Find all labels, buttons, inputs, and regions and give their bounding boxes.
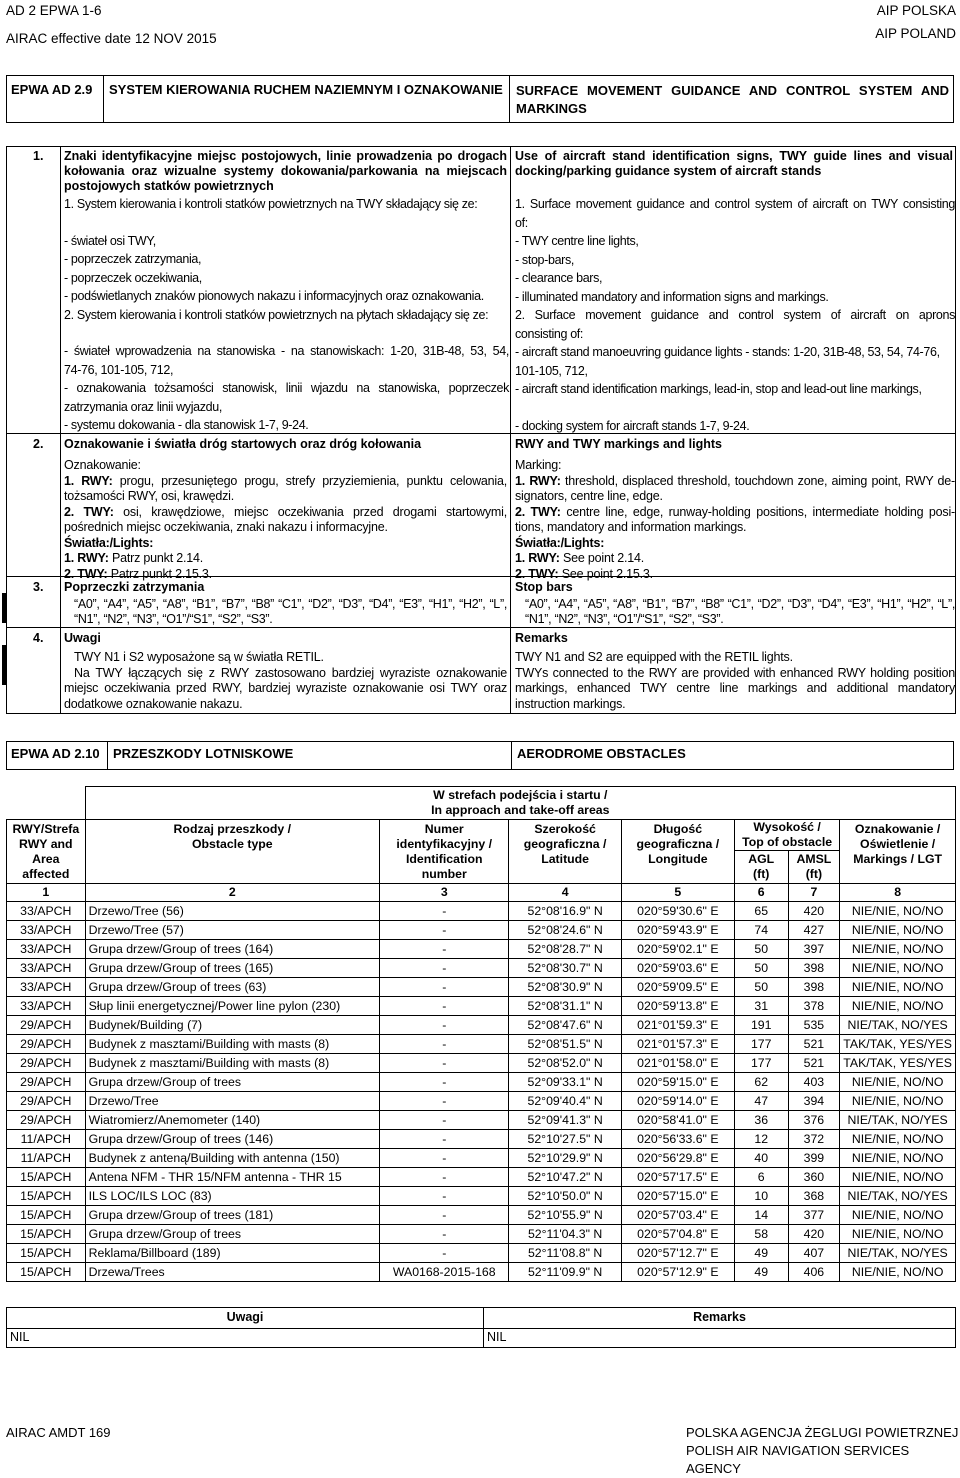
cell-agl: 14 bbox=[734, 1206, 788, 1225]
section-210-title-bar bbox=[6, 741, 954, 770]
cell-amsl: 377 bbox=[788, 1206, 840, 1225]
section-29-title-pl: SYSTEM KIEROWANIA RUCHEM NAZIEMNYM I OZNAKOWANIE bbox=[109, 82, 503, 97]
cell-agl: 49 bbox=[734, 1263, 788, 1282]
column-number: 2 bbox=[85, 884, 379, 902]
cell-obstacle-type: Drzewo/Tree (57) bbox=[85, 921, 379, 940]
cell-latitude: 52°09'41.3" N bbox=[509, 1111, 621, 1130]
cell-latitude: 52°10'50.0" N bbox=[509, 1187, 621, 1206]
item-3-number: 3. bbox=[33, 580, 44, 594]
cell-amsl: 376 bbox=[788, 1111, 840, 1130]
cell-id-number: - bbox=[380, 1130, 509, 1149]
page-ref: AD 2 EPWA 1-6 bbox=[6, 3, 102, 18]
cell-latitude: 52°10'47.2" N bbox=[509, 1168, 621, 1187]
airac-date: AIRAC effective date 12 NOV 2015 bbox=[6, 31, 217, 46]
item-2-text-en: Marking: 1. RWY: threshold, displaced threshold, touchdown zone, aiming point, RWY de- signators, centre line, edge. 2. TWY: centre line, edge, runway-holding positions, intermediate holding posi- tions, mandatory and information markings. Światła:/Lights: 1. RWY: See point 2.14. 2. TWY: See point 2.15.3. bbox=[515, 458, 956, 581]
cell-longitude: 020°59'03.6" E bbox=[621, 959, 734, 978]
cell-markings-lgt: NIE/NIE, NO/NO bbox=[840, 1130, 956, 1149]
cell-markings-lgt: NIE/NIE, NO/NO bbox=[840, 940, 956, 959]
cell-rwy-area: 11/APCH bbox=[7, 1130, 86, 1149]
cell-markings-lgt: NIE/NIE, NO/NO bbox=[840, 978, 956, 997]
cell-rwy-area: 29/APCH bbox=[7, 1092, 86, 1111]
item-3-list-en: “A0”, “A4”, “A5”, “A8”, “B1”, “B7”, “B8” “C1”, “D2”, “D3”, “D4”, “E3”, “H1”, “H2”, “L”, “N1”, “N2”, “N3”, “O1”/“S1”, “S2”, “S3”. bbox=[525, 597, 955, 626]
cell-markings-lgt: NIE/TAK, NO/YES bbox=[840, 1187, 956, 1206]
cell-rwy-area: 29/APCH bbox=[7, 1035, 86, 1054]
cell-agl: 65 bbox=[734, 902, 788, 921]
cell-amsl: 399 bbox=[788, 1149, 840, 1168]
cell-obstacle-type: Budynek z masztami/Building with masts (8) bbox=[85, 1035, 379, 1054]
cell-id-number: - bbox=[380, 902, 509, 921]
cell-latitude: 52°08'30.9" N bbox=[509, 978, 621, 997]
cell-markings-lgt: TAK/TAK, YES/YES bbox=[840, 1035, 956, 1054]
cell-latitude: 52°11'09.9" N bbox=[509, 1263, 621, 1282]
cell-longitude: 020°57'03.4" E bbox=[621, 1206, 734, 1225]
cell-latitude: 52°11'04.3" N bbox=[509, 1225, 621, 1244]
table-row bbox=[7, 1016, 956, 1035]
cell-longitude: 020°56'33.6" E bbox=[621, 1130, 734, 1149]
cell-latitude: 52°08'28.7" N bbox=[509, 940, 621, 959]
cell-amsl: 521 bbox=[788, 1035, 840, 1054]
cell-latitude: 52°08'31.1" N bbox=[509, 997, 621, 1016]
cell-id-number: - bbox=[380, 940, 509, 959]
cell-latitude: 52°08'52.0" N bbox=[509, 1054, 621, 1073]
cell-amsl: 407 bbox=[788, 1244, 840, 1263]
item-2-heading-pl: Oznakowanie i światła dróg startowych oraz dróg kołowania bbox=[64, 437, 422, 451]
table-row bbox=[7, 1054, 956, 1073]
cell-rwy-area: 11/APCH bbox=[7, 1149, 86, 1168]
col-header-rwy: RWY/Strefa RWY and Area affected bbox=[7, 820, 86, 884]
cell-rwy-area: 33/APCH bbox=[7, 959, 86, 978]
cell-obstacle-type: Antena NFM - THR 15/NFM antenna - THR 15 bbox=[85, 1168, 379, 1187]
cell-id-number: - bbox=[380, 1149, 509, 1168]
column-number: 4 bbox=[509, 884, 621, 902]
cell-markings-lgt: NIE/NIE, NO/NO bbox=[840, 997, 956, 1016]
cell-agl: 6 bbox=[734, 1168, 788, 1187]
item-1-heading-en: Use of aircraft stand identification signs, TWY guide lines and visual docking/parking guidance system of aircraft stands bbox=[515, 149, 953, 178]
cell-agl: 191 bbox=[734, 1016, 788, 1035]
item-3-heading-en: Stop bars bbox=[515, 580, 573, 594]
cell-id-number: - bbox=[380, 959, 509, 978]
cell-markings-lgt: NIE/NIE, NO/NO bbox=[840, 1092, 956, 1111]
cell-obstacle-type: Budynek/Building (7) bbox=[85, 1016, 379, 1035]
cell-id-number: - bbox=[380, 1168, 509, 1187]
remarks-heading-pl: Uwagi bbox=[226, 1310, 264, 1324]
cell-latitude: 52°11'08.8" N bbox=[509, 1244, 621, 1263]
column-number: 1 bbox=[7, 884, 86, 902]
cell-agl: 50 bbox=[734, 940, 788, 959]
cell-markings-lgt: NIE/TAK, NO/YES bbox=[840, 1244, 956, 1263]
cell-obstacle-type: Grupa drzew/Group of trees (164) bbox=[85, 940, 379, 959]
section-29-content bbox=[6, 146, 956, 714]
item-4-heading-en: Remarks bbox=[515, 631, 568, 645]
column-number: 5 bbox=[621, 884, 734, 902]
item-4-text-pl: TWY N1 i S2 wyposażone są w światła RETIL. Na TWY łączących się z RWY zastosowano bardziej wyraziste oznakowanie bbox=[74, 650, 507, 680]
table-row bbox=[7, 1092, 956, 1111]
remarks-value-en: NIL bbox=[487, 1330, 507, 1344]
section-29-title-en: SURFACE MOVEMENT GUIDANCE AND CONTROL SYSTEM AND MARKINGS bbox=[516, 83, 949, 116]
cell-rwy-area: 33/APCH bbox=[7, 997, 86, 1016]
cell-markings-lgt: NIE/NIE, NO/NO bbox=[840, 1206, 956, 1225]
table-row bbox=[7, 959, 956, 978]
cell-longitude: 020°59'13.8" E bbox=[621, 997, 734, 1016]
item-1-text-en: 1. Surface movement guidance and control system of aircraft on TWY consisting of: - TWY centre line lights, - stop-bars, - clearance bars, - illuminated mandatory and information signs and markings. 2. Surface movement guidance and control system of aircraft on aprons consisting of: - aircraft stand manoeuvring guidance lights - stands: 1-20, 31B-48, 53, 54, 74-76, 101-105, 712, - aircraft stand identification markings, lead-in, stop and lead-out line markings, - docking system for aircraft stands 1-7, 9-24. bbox=[515, 197, 955, 433]
cell-longitude: 020°57'12.9" E bbox=[621, 1263, 734, 1282]
cell-amsl: 394 bbox=[788, 1092, 840, 1111]
table-row bbox=[7, 1187, 956, 1206]
col-header-id-number: Numer identyfikacyjny / Identification number bbox=[380, 820, 509, 884]
item-2-number: 2. bbox=[33, 437, 44, 451]
cell-latitude: 52°08'16.9" N bbox=[509, 902, 621, 921]
cell-amsl: 372 bbox=[788, 1130, 840, 1149]
cell-longitude: 020°59'15.0" E bbox=[621, 1073, 734, 1092]
cell-longitude: 020°57'17.5" E bbox=[621, 1168, 734, 1187]
cell-latitude: 52°10'55.9" N bbox=[509, 1206, 621, 1225]
cell-markings-lgt: TAK/TAK, YES/YES bbox=[840, 1054, 956, 1073]
cell-agl: 10 bbox=[734, 1187, 788, 1206]
cell-obstacle-type: Drzewo/Tree (56) bbox=[85, 902, 379, 921]
cell-obstacle-type: Grupa drzew/Group of trees (181) bbox=[85, 1206, 379, 1225]
section-210-title-pl: PRZESZKODY LOTNISKOWE bbox=[113, 746, 294, 761]
cell-agl: 50 bbox=[734, 959, 788, 978]
cell-agl: 58 bbox=[734, 1225, 788, 1244]
item-4-text-en: TWY N1 and S2 are equipped with the RETIL lights. TWYs connected to the RWY are provided with enhanced RWY holding position markings, enhanced TWY centre line markings and additional mandatory instruction markings. bbox=[515, 650, 955, 711]
cell-amsl: 420 bbox=[788, 1225, 840, 1244]
cell-latitude: 52°08'30.7" N bbox=[509, 959, 621, 978]
cell-rwy-area: 29/APCH bbox=[7, 1016, 86, 1035]
cell-rwy-area: 33/APCH bbox=[7, 921, 86, 940]
cell-latitude: 52°08'47.6" N bbox=[509, 1016, 621, 1035]
cell-longitude: 020°57'15.0" E bbox=[621, 1187, 734, 1206]
cell-amsl: 360 bbox=[788, 1168, 840, 1187]
cell-rwy-area: 33/APCH bbox=[7, 978, 86, 997]
remarks-heading-en: Remarks bbox=[693, 1310, 746, 1324]
cell-latitude: 52°09'40.4" N bbox=[509, 1092, 621, 1111]
cell-id-number: - bbox=[380, 921, 509, 940]
cell-markings-lgt: NIE/NIE, NO/NO bbox=[840, 1149, 956, 1168]
cell-id-number: - bbox=[380, 1092, 509, 1111]
column-number: 6 bbox=[734, 884, 788, 902]
item-3-list-pl: “A0”, “A4”, “A5”, “A8”, “B1”, “B7”, “B8” “C1”, “D2”, “D3”, “D4”, “E3”, “H1”, “H2”, “L”, “N1”, “N2”, “N3”, “O1”/“S1”, “S2”, “S3”. bbox=[74, 597, 507, 626]
cell-longitude: 021°01'58.0" E bbox=[621, 1054, 734, 1073]
table-row bbox=[7, 1168, 956, 1187]
cell-id-number: WA0168-2015-168 bbox=[380, 1263, 509, 1282]
cell-agl: 177 bbox=[734, 1035, 788, 1054]
publication-title-pl: AIP POLSKA bbox=[876, 3, 956, 18]
cell-agl: 40 bbox=[734, 1149, 788, 1168]
cell-rwy-area: 15/APCH bbox=[7, 1225, 86, 1244]
cell-rwy-area: 33/APCH bbox=[7, 940, 86, 959]
cell-longitude: 020°59'14.0" E bbox=[621, 1092, 734, 1111]
page-header-right bbox=[875, 1, 956, 43]
cell-longitude: 020°59'09.5" E bbox=[621, 978, 734, 997]
section-29-code: EPWA AD 2.9 bbox=[11, 82, 93, 97]
cell-longitude: 020°59'02.1" E bbox=[621, 940, 734, 959]
cell-id-number: - bbox=[380, 978, 509, 997]
cell-amsl: 398 bbox=[788, 959, 840, 978]
cell-agl: 12 bbox=[734, 1130, 788, 1149]
table-row bbox=[7, 1244, 956, 1263]
table-row bbox=[7, 997, 956, 1016]
change-bar bbox=[2, 593, 6, 623]
cell-amsl: 403 bbox=[788, 1073, 840, 1092]
cell-rwy-area: 29/APCH bbox=[7, 1111, 86, 1130]
cell-rwy-area: 15/APCH bbox=[7, 1244, 86, 1263]
cell-amsl: 521 bbox=[788, 1054, 840, 1073]
cell-obstacle-type: Grupa drzew/Group of trees (63) bbox=[85, 978, 379, 997]
cell-agl: 50 bbox=[734, 978, 788, 997]
cell-obstacle-type: Budynek z masztami/Building with masts (8) bbox=[85, 1054, 379, 1073]
obstacles-table bbox=[6, 786, 956, 1282]
table-row bbox=[7, 1263, 956, 1282]
cell-latitude: 52°08'51.5" N bbox=[509, 1035, 621, 1054]
item-1-text-pl: 1. System kierowania i kontroli statków powietrznych na TWY składający się ze: - świateł osi TWY, - poprzeczek zatrzymania, - poprzeczek oczekiwania, - podświetlanych znaków pionowych nakazu i informacyjnych oraz oznakowania. 2. System kierowania i kontroli statków powietrznych na płytach składający się ze: - świateł wprowadzenia na stanowiska - na stanowiskach: 1-20, 31B-48, 53, 54, 74-76, 101-105, 712, - oznakowania tożsamości stanowisk, linii wjazdu na stanowiska, poprzeczek zatrzymania oraz linii wyjazdu, - systemu dokowania - dla stanowisk 1-7, 9-24. bbox=[64, 197, 509, 432]
col-header-obstacle-type: Rodzaj przeszkody / Obstacle type bbox=[85, 820, 379, 884]
cell-markings-lgt: NIE/TAK, NO/YES bbox=[840, 1016, 956, 1035]
cell-obstacle-type: Reklama/Billboard (189) bbox=[85, 1244, 379, 1263]
cell-amsl: 420 bbox=[788, 902, 840, 921]
column-number: 3 bbox=[380, 884, 509, 902]
col-header-agl: AGL (ft) bbox=[734, 851, 788, 884]
publication-title-en: AIP POLAND bbox=[875, 26, 956, 41]
table-row bbox=[7, 902, 956, 921]
cell-rwy-area: 15/APCH bbox=[7, 1206, 86, 1225]
cell-markings-lgt: NIE/NIE, NO/NO bbox=[840, 921, 956, 940]
cell-latitude: 52°10'27.5" N bbox=[509, 1130, 621, 1149]
col-header-markings: Oznakowanie / Oświetlenie / Markings / LGT bbox=[840, 820, 956, 884]
cell-amsl: 535 bbox=[788, 1016, 840, 1035]
cell-latitude: 52°08'24.6" N bbox=[509, 921, 621, 940]
cell-obstacle-type: Grupa drzew/Group of trees (146) bbox=[85, 1130, 379, 1149]
cell-obstacle-type: Wiatromierz/Anemometer (140) bbox=[85, 1111, 379, 1130]
cell-obstacle-type: ILS LOC/ILS LOC (83) bbox=[85, 1187, 379, 1206]
table-band-header: W strefach podejścia i startu / In approach and take-off areas bbox=[85, 787, 955, 820]
cell-rwy-area: 15/APCH bbox=[7, 1187, 86, 1206]
cell-rwy-area: 15/APCH bbox=[7, 1168, 86, 1187]
cell-obstacle-type: Budynek z anteną/Building with antenna (150) bbox=[85, 1149, 379, 1168]
cell-id-number: - bbox=[380, 1073, 509, 1092]
cell-markings-lgt: NIE/NIE, NO/NO bbox=[840, 959, 956, 978]
section-210-title-en: AERODROME OBSTACLES bbox=[517, 746, 686, 761]
cell-agl: 49 bbox=[734, 1244, 788, 1263]
footer-amendment: AIRAC AMDT 169 bbox=[6, 1425, 111, 1440]
col-header-latitude: Szerokość geograficzna / Latitude bbox=[509, 820, 621, 884]
cell-amsl: 398 bbox=[788, 978, 840, 997]
cell-markings-lgt: NIE/TAK, NO/YES bbox=[840, 1111, 956, 1130]
cell-latitude: 52°10'29.9" N bbox=[509, 1149, 621, 1168]
cell-agl: 36 bbox=[734, 1111, 788, 1130]
cell-longitude: 020°57'04.8" E bbox=[621, 1225, 734, 1244]
cell-markings-lgt: NIE/NIE, NO/NO bbox=[840, 1073, 956, 1092]
cell-longitude: 021°01'57.3" E bbox=[621, 1035, 734, 1054]
item-3-heading-pl: Poprzeczki zatrzymania bbox=[64, 580, 205, 594]
footer-publisher: POLSKA AGENCJA ŻEGLUGI POWIETRZNEJ POLISH AIR NAVIGATION SERVICES AGENCY bbox=[686, 1425, 959, 1476]
cell-rwy-area: 29/APCH bbox=[7, 1054, 86, 1073]
cell-amsl: 378 bbox=[788, 997, 840, 1016]
cell-amsl: 427 bbox=[788, 921, 840, 940]
cell-longitude: 020°58'41.0" E bbox=[621, 1111, 734, 1130]
cell-id-number: - bbox=[380, 1225, 509, 1244]
cell-longitude: 021°01'59.3" E bbox=[621, 1016, 734, 1035]
table-row bbox=[7, 1035, 956, 1054]
cell-agl: 31 bbox=[734, 997, 788, 1016]
cell-amsl: 406 bbox=[788, 1263, 840, 1282]
cell-obstacle-type: Słup linii energetycznej/Power line pylon (230) bbox=[85, 997, 379, 1016]
cell-id-number: - bbox=[380, 997, 509, 1016]
cell-obstacle-type: Grupa drzew/Group of trees bbox=[85, 1073, 379, 1092]
cell-rwy-area: 33/APCH bbox=[7, 902, 86, 921]
cell-id-number: - bbox=[380, 1016, 509, 1035]
cell-id-number: - bbox=[380, 1035, 509, 1054]
cell-longitude: 020°56'29.8" E bbox=[621, 1149, 734, 1168]
item-4-heading-pl: Uwagi bbox=[64, 631, 101, 645]
cell-agl: 177 bbox=[734, 1054, 788, 1073]
cell-rwy-area: 15/APCH bbox=[7, 1263, 86, 1282]
section-210-code: EPWA AD 2.10 bbox=[11, 746, 100, 761]
cell-amsl: 368 bbox=[788, 1187, 840, 1206]
cell-id-number: - bbox=[380, 1244, 509, 1263]
cell-markings-lgt: NIE/NIE, NO/NO bbox=[840, 902, 956, 921]
cell-latitude: 52°09'33.1" N bbox=[509, 1073, 621, 1092]
change-bar bbox=[2, 645, 6, 685]
cell-obstacle-type: Grupa drzew/Group of trees bbox=[85, 1225, 379, 1244]
cell-agl: 47 bbox=[734, 1092, 788, 1111]
cell-markings-lgt: NIE/NIE, NO/NO bbox=[840, 1225, 956, 1244]
table-row bbox=[7, 1073, 956, 1092]
cell-id-number: - bbox=[380, 1111, 509, 1130]
table-row bbox=[7, 978, 956, 997]
item-2-heading-en: RWY and TWY markings and lights bbox=[515, 437, 722, 451]
column-number: 7 bbox=[788, 884, 840, 902]
column-number: 8 bbox=[840, 884, 956, 902]
item-2-text-pl: Oznakowanie: 1. RWY: progu, przesuniętego progu, strefy przyziemienia, punktu celowania, tożsamości RWY, osi, krawędzi. 2. TWY: osi, krawędziowe, miejsc oczekiwania przed drogami startowymi, pośrednich miejsc oczekiwania, znaki nakazu i informacyjne. Światła:/Lights: 1. RWY: Patrz punkt 2.14. 2. TWY: Patrz punkt 2.15.3. bbox=[64, 458, 508, 581]
cell-longitude: 020°59'30.6" E bbox=[621, 902, 734, 921]
cell-markings-lgt: NIE/NIE, NO/NO bbox=[840, 1263, 956, 1282]
remarks-box bbox=[6, 1307, 956, 1348]
item-4-number: 4. bbox=[33, 631, 44, 645]
table-row bbox=[7, 940, 956, 959]
table-row bbox=[7, 1130, 956, 1149]
cell-rwy-area: 29/APCH bbox=[7, 1073, 86, 1092]
section-29-title-bar bbox=[6, 75, 954, 123]
remarks-value-pl: NIL bbox=[10, 1330, 30, 1344]
cell-markings-lgt: NIE/NIE, NO/NO bbox=[840, 1168, 956, 1187]
column-number-row bbox=[7, 884, 956, 902]
item-1-number: 1. bbox=[33, 149, 44, 163]
table-row bbox=[7, 1149, 956, 1168]
cell-id-number: - bbox=[380, 1206, 509, 1225]
table-row bbox=[7, 921, 956, 940]
table-row bbox=[7, 1111, 956, 1130]
cell-agl: 62 bbox=[734, 1073, 788, 1092]
cell-id-number: - bbox=[380, 1054, 509, 1073]
cell-agl: 74 bbox=[734, 921, 788, 940]
cell-obstacle-type: Drzewa/Trees bbox=[85, 1263, 379, 1282]
cell-amsl: 397 bbox=[788, 940, 840, 959]
cell-longitude: 020°57'12.7" E bbox=[621, 1244, 734, 1263]
col-header-longitude: Długość geograficzna / Longitude bbox=[621, 820, 734, 884]
item-4-text-pl-cont: miejsc oczekiwania przed RWY, bardziej wyraziste oznakowanie osi TWY oraz dodatkowe oznakowanie nakazu. bbox=[64, 681, 507, 711]
item-1-heading-pl: Znaki identyfikacyjne miejsc postojowych, linie prowadzenia po drogach kołowania oraz wizualne systemy dokowania/parkowania na miejscach postojowych statków powietrznych bbox=[64, 149, 507, 193]
col-header-height: Wysokość / Top of obstacle bbox=[734, 820, 839, 851]
cell-id-number: - bbox=[380, 1187, 509, 1206]
col-header-amsl: AMSL (ft) bbox=[788, 851, 840, 884]
page-header-left bbox=[6, 1, 217, 48]
table-row bbox=[7, 1225, 956, 1244]
cell-obstacle-type: Grupa drzew/Group of trees (165) bbox=[85, 959, 379, 978]
cell-longitude: 020°59'43.9" E bbox=[621, 921, 734, 940]
cell-obstacle-type: Drzewo/Tree bbox=[85, 1092, 379, 1111]
table-row bbox=[7, 1206, 956, 1225]
